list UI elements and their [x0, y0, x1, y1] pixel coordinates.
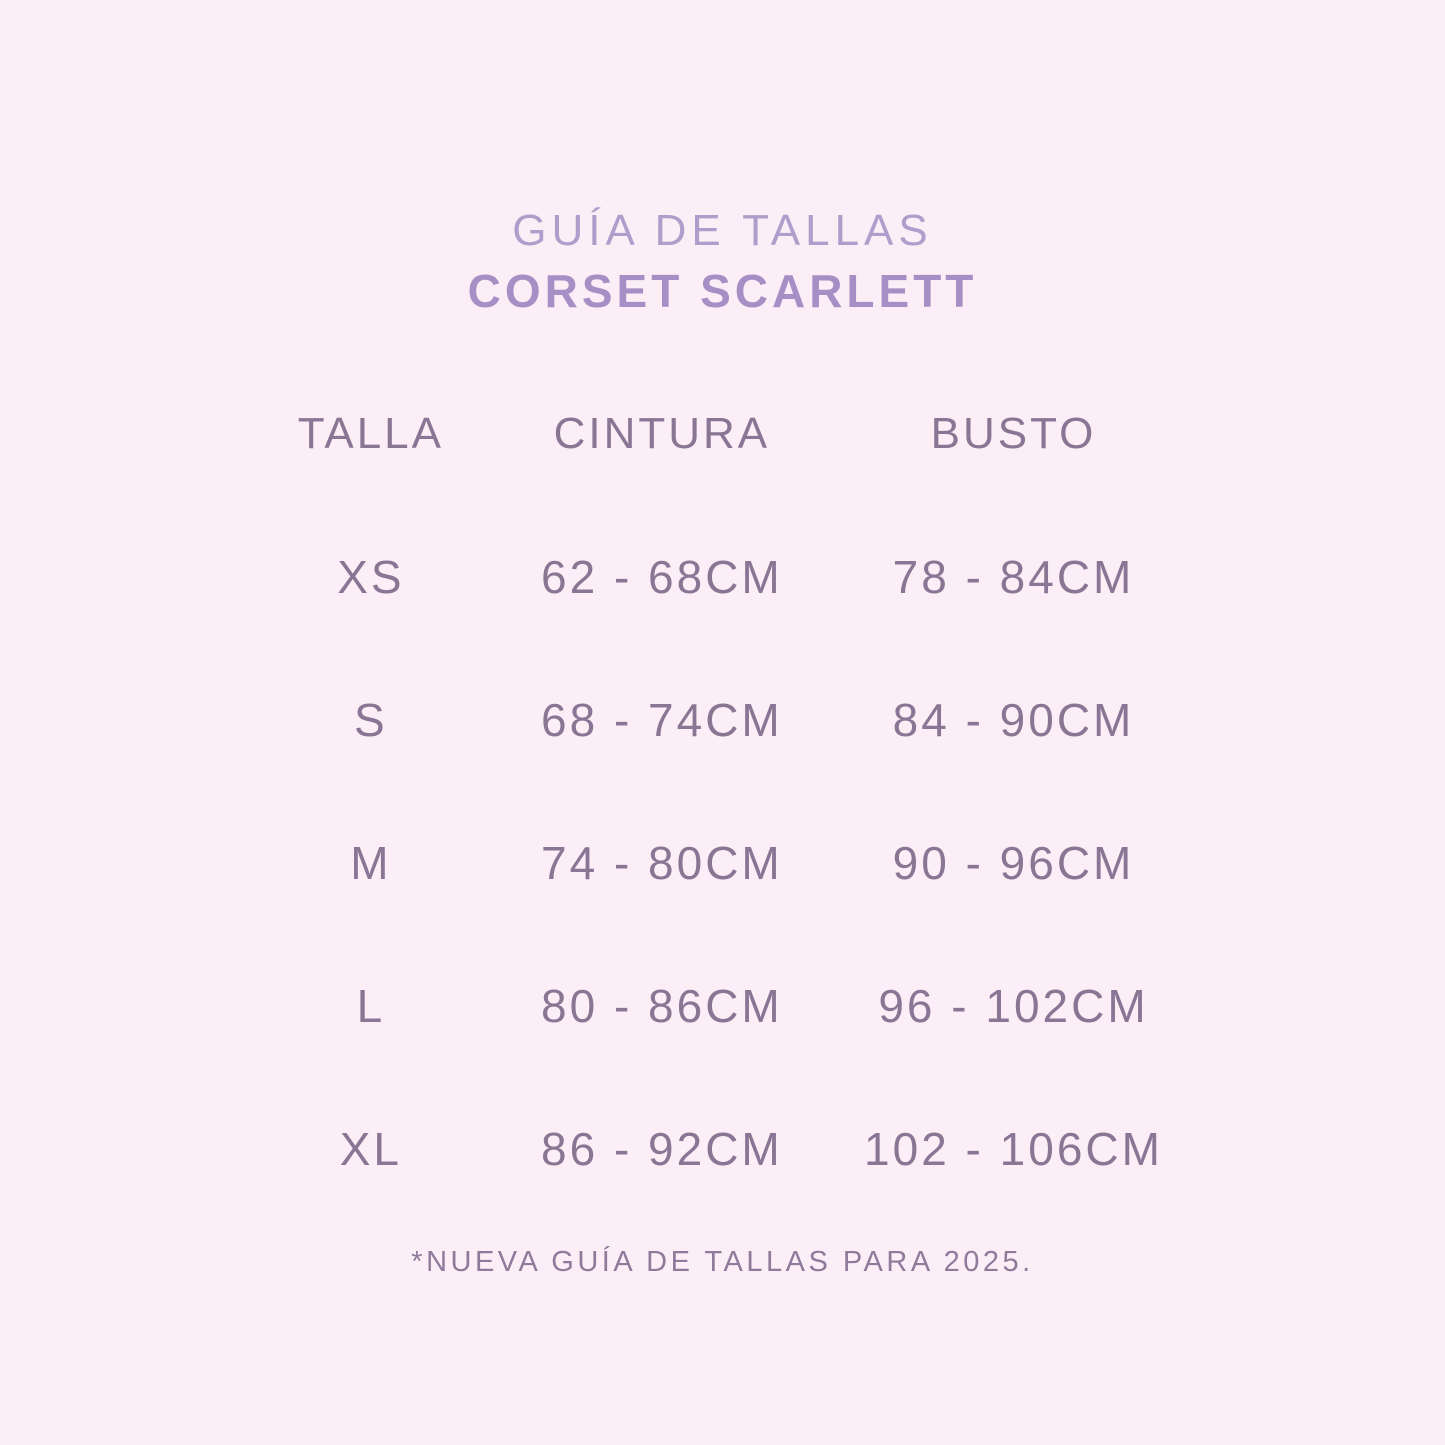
- table-row: [238, 979, 1208, 1032]
- waist-range: 74 - 80CM: [541, 836, 783, 889]
- table-row: [238, 836, 1208, 889]
- waist-range: 62 - 68CM: [541, 550, 783, 603]
- column-header-talla: TALLA: [297, 408, 444, 458]
- footnote: *NUEVA GUÍA DE TALLAS PARA 2025.: [411, 1245, 1034, 1278]
- waist-range: 86 - 92CM: [541, 1122, 783, 1175]
- product-name: CORSET SCARLETT: [467, 264, 978, 317]
- page-title: GUÍA DE TALLAS: [512, 206, 933, 255]
- table-row: [238, 693, 1208, 746]
- table-header-row: [238, 408, 1208, 458]
- size-label: S: [354, 693, 388, 746]
- bust-range: 84 - 90CM: [892, 693, 1135, 746]
- bust-range: 96 - 102CM: [878, 979, 1149, 1032]
- waist-range: 68 - 74CM: [541, 693, 783, 746]
- bust-range: 90 - 96CM: [892, 836, 1135, 889]
- bust-range: 102 - 106CM: [864, 1122, 1163, 1175]
- size-label: XS: [337, 550, 405, 603]
- title-block: [0, 205, 1445, 319]
- table-row: [238, 550, 1208, 603]
- size-label: M: [350, 836, 392, 889]
- waist-range: 80 - 86CM: [541, 979, 783, 1032]
- bust-range: 78 - 84CM: [892, 550, 1135, 603]
- column-header-cintura: CINTURA: [553, 408, 771, 458]
- size-table: [238, 408, 1208, 1175]
- table-row: [238, 1122, 1208, 1175]
- size-table-body: [238, 550, 1208, 1175]
- footnote-block: [0, 1246, 1445, 1279]
- column-header-busto: BUSTO: [930, 408, 1097, 458]
- size-label: L: [356, 979, 386, 1032]
- size-label: XL: [339, 1122, 402, 1175]
